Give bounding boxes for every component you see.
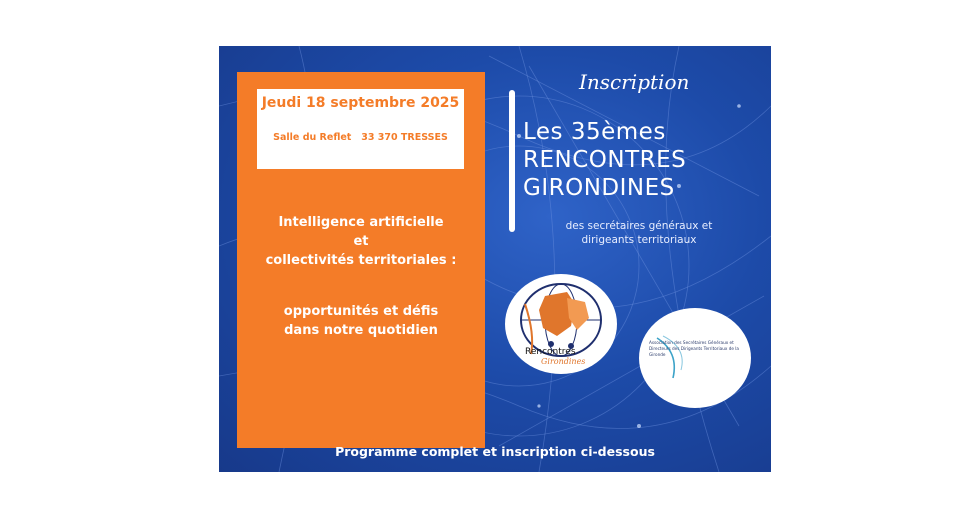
title-line-1: Les 35èmes — [523, 119, 666, 145]
program-registration-link[interactable]: Programme complet et inscription ci-dessous — [335, 444, 655, 459]
logo1-line-2: Girondines — [541, 357, 586, 366]
subtitle-line-1: des secrétaires généraux et — [565, 220, 713, 232]
theme-line-4: opportunités et défis — [283, 304, 439, 319]
event-banner[interactable] — [219, 46, 771, 472]
logo1-line-1: Rencontres — [525, 347, 576, 357]
event-venue: Salle du Reflet 33 370 TRESSES — [273, 132, 448, 143]
theme-line-2: et — [353, 234, 369, 249]
theme-line-5: dans notre quotidien — [284, 323, 438, 338]
wave-swoosh-icon — [639, 308, 751, 408]
theme-line-3: collectivités territoriales : — [265, 253, 457, 268]
vertical-divider — [509, 90, 515, 232]
globe-map-icon — [505, 274, 617, 374]
date-venue-box — [257, 89, 464, 169]
inscription-label[interactable]: Inscription — [579, 70, 690, 94]
rencontres-girondines-logo — [505, 274, 617, 374]
theme-line-1: Intelligence artificielle — [278, 215, 444, 230]
event-date: Jeudi 18 septembre 2025 — [261, 95, 460, 111]
association-logo — [639, 308, 751, 408]
theme-text-2 — [237, 302, 485, 340]
title-line-3: GIRONDINES — [523, 175, 675, 201]
title-line-2: RENCONTRES — [523, 147, 687, 173]
event-title — [523, 118, 763, 202]
subtitle-line-2: dirigeants territoriaux — [581, 234, 697, 246]
theme-text — [237, 213, 485, 270]
association-logo-text: Association des Secrétaires Généraux et Directeurs des Dirigeants Territoriaux de la Gironde — [649, 340, 740, 357]
event-subtitle — [519, 219, 759, 247]
